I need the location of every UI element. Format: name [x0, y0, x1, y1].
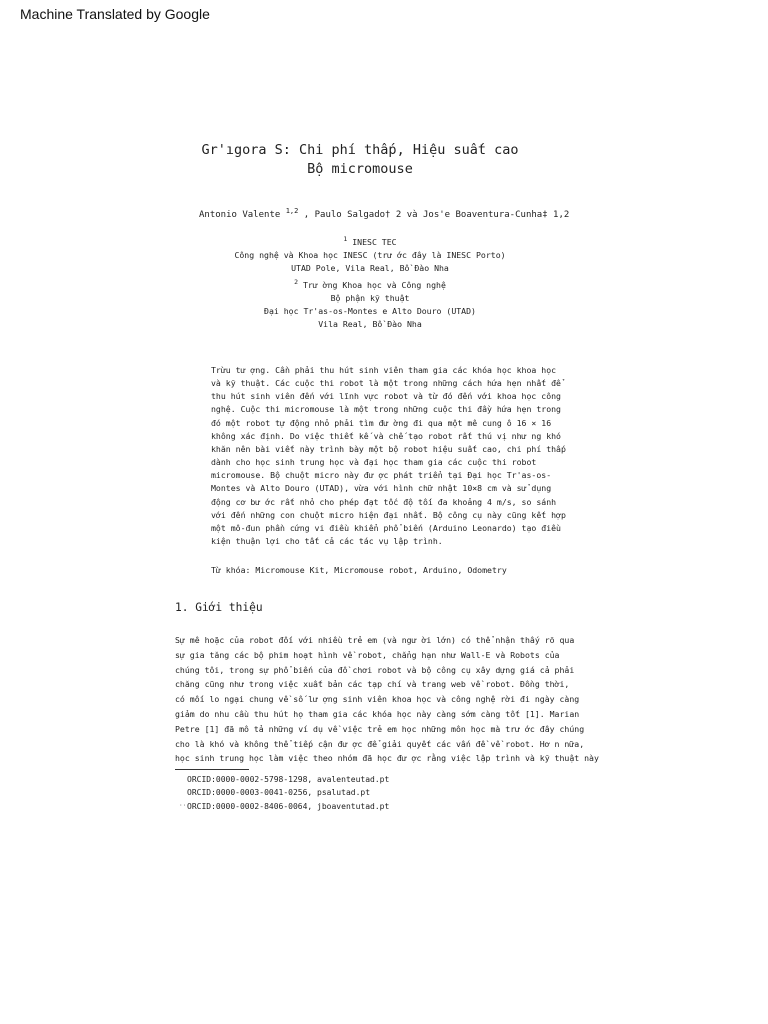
title-line-2: Bộ micromouse — [307, 161, 413, 177]
abstract-line: đó một robot tự động nhỏ phải tìm đư ờng đi qua một mê cung ô 16 × 16 — [211, 417, 552, 428]
abstract — [211, 364, 566, 548]
abstract-line: một mô-đun phần cứng vi điều khiển phổ biến (Arduino Leonardo) tạo điều — [211, 522, 561, 533]
introduction-body — [175, 633, 599, 766]
affiliation-line — [220, 233, 520, 249]
body-text-line: cho là khó và không thể tiếp cận đư ợc để giải quyết các vấn đề về robot. Hơ n nữa, — [175, 738, 585, 749]
abstract-line: thu hút sinh viên đến với lĩnh vực robot và từ đó đến với khoa học công — [211, 391, 561, 402]
footnote — [179, 799, 389, 813]
abstract-line: kiện thuận lợi cho tất cả các tác vụ lập trình. — [211, 536, 443, 547]
affiliation-text: INESC TEC — [352, 237, 397, 247]
abstract-line: động cơ bư ớc rất nhỏ cho phép đạt tốc độ tối đa khoảng 4 m/s, so sánh — [211, 496, 557, 507]
affiliation-text: Công nghệ và Khoa học INESC (trư ớc đây là INESC Porto) — [234, 250, 506, 261]
title-line-1: Gr'ıgora S: Chi phí thấp, Hiệu suất cao — [201, 142, 519, 158]
body-text-line: chúng tôi, trong sự phổ biến của đồ chơi robot và bộ công cụ xây dựng giá cả phải — [175, 664, 575, 675]
abstract-line: khăn nên bài viết này trình bày một bộ robot hiệu suất cao, chi phí thấp — [211, 443, 566, 454]
body-text-line: Petre [1] đã mô tả những ví dụ về việc trẻ em học những môn học mà trư ớc đây chúng — [175, 723, 585, 734]
footnote-marker: ·· — [179, 802, 187, 810]
affiliation-text: Vila Real, Bồ Đào Nha — [318, 319, 422, 330]
affiliation-text: UTAD Pole, Vila Real, Bồ Đào Nha — [291, 263, 449, 274]
paper-title — [0, 141, 720, 179]
body-text-line: sự gia tăng các bộ phim hoạt hình về robot, chẳng hạn như Wall-E và Robots của — [175, 649, 560, 660]
abstract-line: dành cho học sinh trung học và đại học tham gia các cuộc thi robot — [211, 457, 537, 468]
footnotes — [179, 773, 389, 813]
keywords: Từ khóa: Micromouse Kit, Micromouse robot, Arduino, Odometry — [211, 565, 507, 575]
abstract-line: micromouse. Bộ chuột micro này đư ợc phát triển tại Đại học Tr'as-os- — [211, 470, 552, 481]
author-1-name: Antonio Valente — [199, 210, 281, 220]
body-text-line: Sự mê hoặc của robot đối với nhiều trẻ em (và ngư ời lớn) có thể nhận thấy rõ qua — [175, 635, 575, 645]
footnote — [179, 786, 389, 799]
affiliation-line — [220, 276, 520, 292]
body-text-line: chăng cũng như trong việc xuất bản các tạp chí và trang web về robot. Đồng thời, — [175, 679, 570, 690]
author-list — [199, 207, 569, 220]
other-authors: , Paulo Salgado† 2 và Jos'e Boaventura-Cunha‡ 1,2 — [303, 210, 570, 220]
affiliations-block — [220, 233, 520, 331]
affiliation-text: Bộ phận kỹ thuật — [330, 292, 410, 303]
footnote-divider — [175, 769, 249, 770]
author-1-affiliation-mark: 1,2 — [285, 207, 299, 215]
affiliation-line — [220, 305, 520, 318]
affiliation-line — [220, 318, 520, 331]
footnote-text: ORCID:0000-0002-5798-1298, avalenteutad.pt — [187, 775, 390, 784]
body-text-line: học sinh trung học làm việc theo nhóm đã học đư ợc rằng việc lập trình và kỹ thuật này — [175, 753, 599, 764]
affiliation-text: Trư ờng Khoa học và Công nghệ — [302, 279, 446, 290]
affiliation-line — [220, 249, 520, 262]
abstract-line: Montes và Alto Douro (UTAD), vừa với hình chữ nhật 10×8 cm và sử dụng — [211, 483, 552, 494]
abstract-line: với đến những con chuột micro hiện đại nhất. Bộ công cụ này cũng kết hợp — [211, 509, 566, 520]
footnote-text: ORCID:0000-0003-0041-0256, psalutad.pt — [187, 788, 371, 798]
footnote — [179, 773, 389, 786]
body-text-line: có mối lo ngại chung về số lư ợng sinh viên khoa học và công nghệ rời đi ngày càng — [175, 694, 580, 705]
section-heading-introduction: 1. Giới thiệu — [175, 601, 263, 614]
affiliation-line — [220, 292, 520, 305]
affiliation-line — [220, 262, 520, 275]
abstract-line: và kỹ thuật. Các cuộc thi robot là một trong những cách hứa hẹn nhất để — [211, 378, 561, 389]
abstract-line: nghệ. Cuộc thi micromouse là một trong những cuộc thi đầy hứa hẹn trong — [211, 404, 561, 415]
affiliation-number: 1 — [343, 235, 348, 243]
affiliation-number: 2 — [294, 277, 299, 286]
machine-translation-banner: Machine Translated by Google — [20, 6, 210, 22]
affiliation-text: Đại học Tr'as-os-Montes e Alto Douro (UTAD) — [264, 306, 476, 317]
abstract-line: Trừu tư ợng. Cần phải thu hút sinh viên tham gia các khóa học khoa học — [211, 365, 557, 375]
body-text-line: giảm do nhu cầu thu hút họ tham gia các khóa học này càng sớm càng tốt [1]. Marian — [175, 708, 580, 719]
footnote-text: ORCID:0000-0002-8406-0064, jboaventutad.pt — [187, 802, 390, 812]
abstract-line: không xác định. Do việc thiết kế và chế tạo robot rất thú vị như ng khó — [211, 430, 561, 441]
